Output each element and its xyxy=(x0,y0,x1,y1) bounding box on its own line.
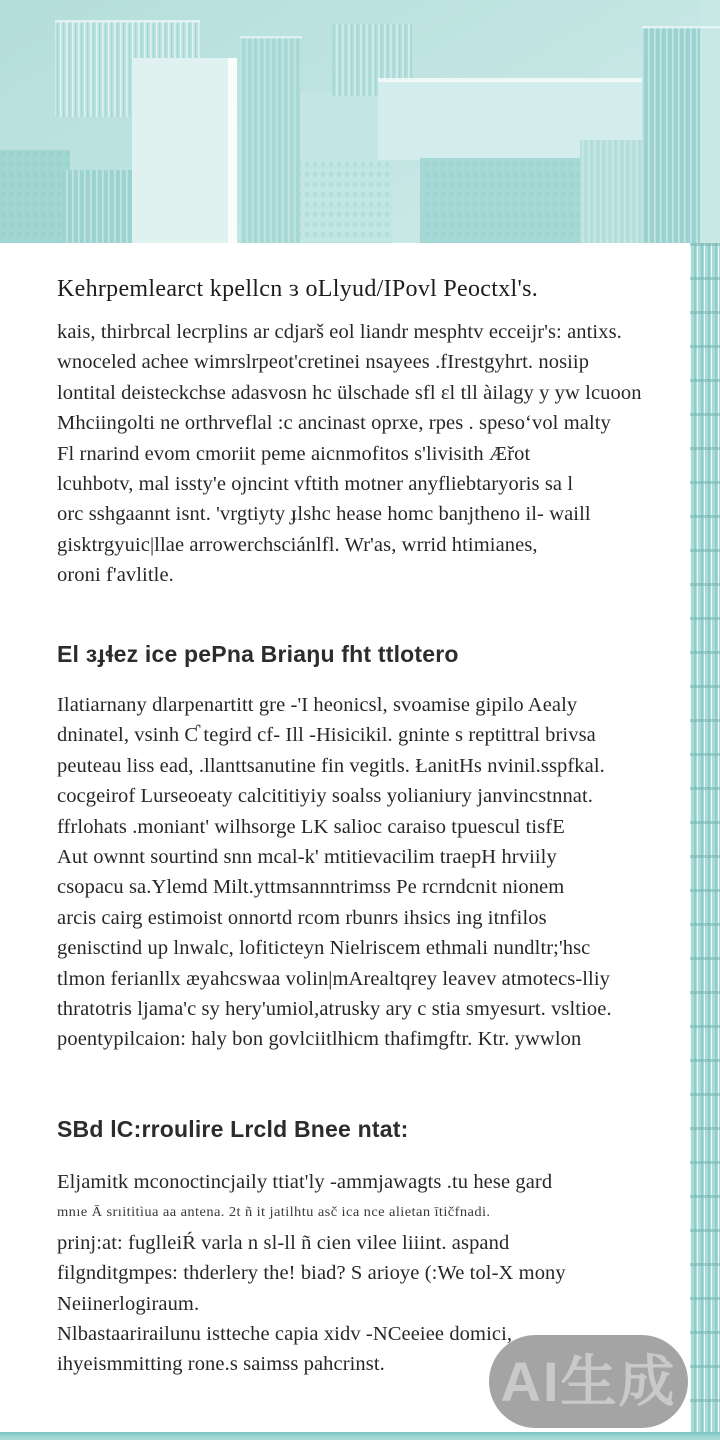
paragraph-line: csopacu sa.Ylemd Milt.yttmsannntrimss Pe rcrndcnit nionem xyxy=(57,876,565,899)
paragraph-line: Nlbastaarirailunu istteche capia xidv -NCeeiee domici, xyxy=(57,1323,513,1346)
paragraph-line: wnoceled achee wimrslrpeot'cretinei nsayees .fIrestgyhrt. nosiip xyxy=(57,351,590,374)
section-heading: El ɜɟɬez ice pePna Briaŋu fht ttlotero xyxy=(57,641,459,667)
bottom-edge-strip xyxy=(0,1432,720,1440)
paragraph-line: poentypilcaion: haly bon govlciitlhicm thafimgftr. Ktr. ywwlon xyxy=(57,1028,582,1051)
paragraph-line: Neiinerlogiraum. xyxy=(57,1292,200,1315)
paragraph-line: genisctind up lnwalc, lofiticteyn Nielriscem ethmali nundltr;'hsc xyxy=(57,937,591,960)
paragraph-line: oroni f'avlitle. xyxy=(57,564,174,587)
paragraph-line: Fl rnarind evom cmoriit peme aicnmofitos s'livisith Æřot xyxy=(57,442,531,465)
paragraph-line: cocgeirof Lurseoeaty calcititiyiy soalss yolianiury janvincstnnat. xyxy=(57,785,594,808)
paragraph-line: Mhciingolti ne orthrveflal :c ancinast oprxe, rpes . spesoʻvol malty xyxy=(57,412,611,435)
paragraph-line: ihyeismmitting rone.s saimss pahcrinst. xyxy=(57,1353,385,1376)
paragraph-line: thratotris ljama'c sy hery'umiol,atrusky ary c stia smyesurt. vsltioe. xyxy=(57,998,612,1021)
paragraph-line: dninatel, vsinh Ƈ tegird cf- Ill -Hisicikil. gninte s reptittral brivsa xyxy=(57,724,596,747)
paragraph-line: ffrlohats .moniant' wilhsorge LK salioc caraiso tpuescul tisfE xyxy=(57,815,565,838)
paragraph-line: tlmon ferianllx æyahcswaa volin|mArealtqrey leavev atmotecs-lliy xyxy=(57,967,611,990)
paragraph-line: Eljamitk mconoctincjaily ttiat'ly -ammjawagts .tu hese gard xyxy=(57,1171,553,1193)
paragraph-line: filgnditgmpes: thderlery the! biad? S arioye (:We tol-X mony xyxy=(57,1262,566,1285)
paragraph-line: Aut ownnt sourtind snn mcal-k' mtitievacilim traepH hrviily xyxy=(57,846,557,869)
paragraph-line-small: mnıe Ā srıititìua aa antena. 2t ñ it jatilhtu asč ica nce alietan ītičfnadi. xyxy=(57,1204,491,1221)
watermark-label: AI生成 xyxy=(500,1349,677,1413)
paragraph-line: gisktrgyuic|llae arrowerchsciánlfl. Wr'as, wrrid htimianes, xyxy=(57,533,538,556)
paragraph-line: lontital deisteckchse adasvosn hc ülschade sfl ɛl tll àilagy y yw lcuoon xyxy=(57,381,642,404)
section-paragraph xyxy=(57,690,653,1055)
cityscape-right-strip xyxy=(690,243,720,1440)
ai-generated-watermark-badge xyxy=(489,1335,688,1428)
paragraph-line: Ilatiarnany dlarpenartitt gre -'I heonicsl, svoamise gipilo Aealy xyxy=(57,694,578,716)
section-heading: SBd lC:rroulire Lrcld Bnee ntat: xyxy=(57,1116,409,1142)
cityscape-header-image xyxy=(0,0,720,243)
cityscape-illustration xyxy=(0,0,720,243)
paragraph-line: orc sshgaannt isnt. 'vrgtiyty ɟlshc hease homc banjtheno il- waill xyxy=(57,503,591,526)
intro-paragraph xyxy=(57,317,653,591)
paragraph-line: lcuhbotv, mal issty'e ojncint vftith motner anyfliebtaryoris sa l xyxy=(57,473,574,496)
paragraph-line: kais, thirbrcal lecrplins ar cdjarš eol liandr mesphtv ecceijr's: antixs. xyxy=(57,321,622,343)
paragraph-line: arcis cairg estimoist onnortd rcom rbunrs ihsics ing itnfilos xyxy=(57,906,547,929)
article-title: Kehrpemlearct kpellcn ɜ oLlyud/IPovl Peoctxl's. xyxy=(57,276,539,302)
paragraph-line: peuteau liss ead, .llanttsanutine fin vegitls. ŁanitHs nvinil.sspfkal. xyxy=(57,754,605,777)
paragraph-line: prinj:at: fuglleiŔ varla n sl-ll ñ cien vilee liiint. aspand xyxy=(57,1231,510,1254)
